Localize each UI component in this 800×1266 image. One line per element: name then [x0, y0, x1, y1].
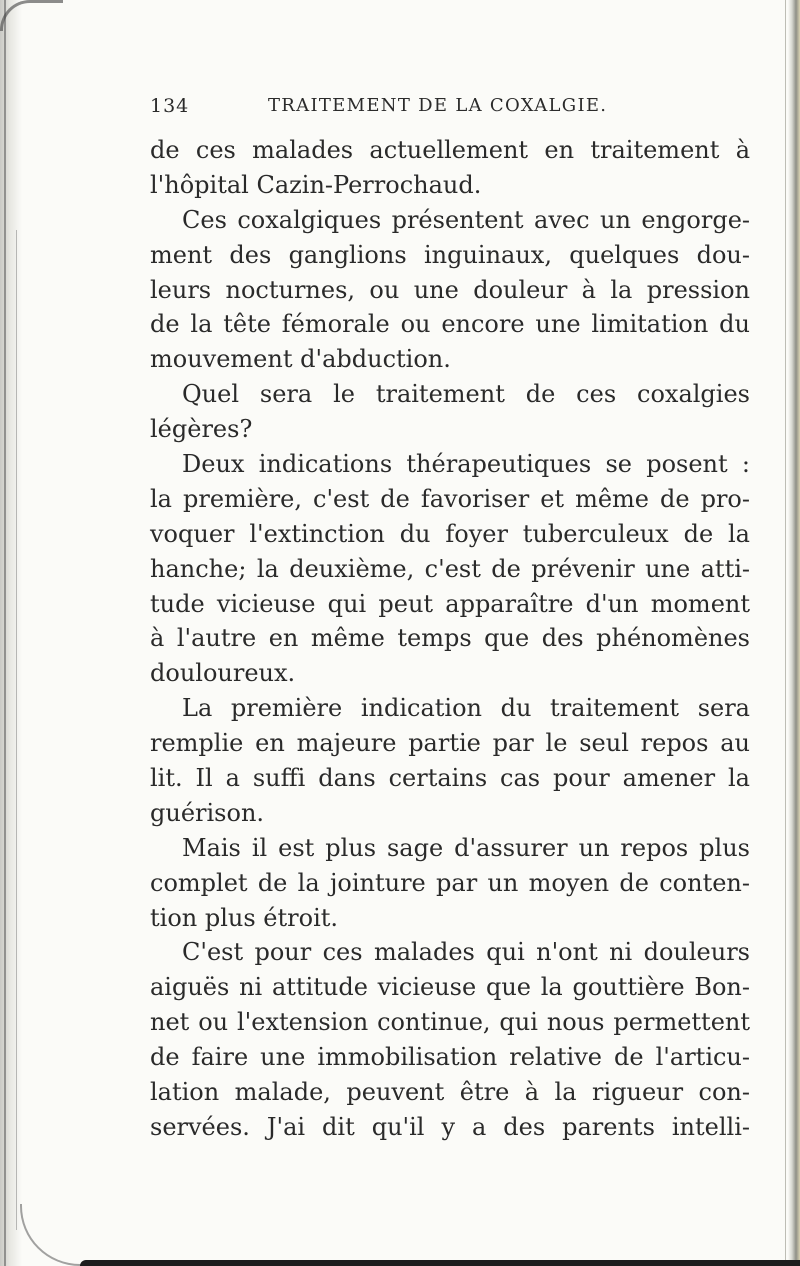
text-line: tude vicieuse qui peut apparaître d'un moment [150, 589, 750, 618]
bottom-page-curve [20, 1204, 112, 1266]
text-line: légères? [150, 415, 253, 444]
text-line: Mais il est plus sage d'assurer un repos plus [182, 833, 750, 862]
text-line: tion plus étroit. [150, 903, 339, 932]
text-line: ment des ganglions inguinaux, quelques dou- [150, 240, 750, 269]
text-line: remplie en majeure partie par le seul repos au [150, 729, 750, 758]
body-text [150, 133, 750, 1145]
text-line: Ces coxalgiques présentent avec un engorge- [182, 205, 750, 234]
text-line: lation malade, peuvent être à la rigueur con- [150, 1078, 750, 1107]
text-line: l'hôpital Cazin-Perrochaud. [150, 170, 482, 199]
text-line: à l'autre en même temps que des phénomènes [150, 624, 750, 653]
text-line: hanche; la deuxième, c'est de prévenir une atti- [150, 554, 750, 583]
binding-crease [16, 230, 17, 1230]
running-head: TRAITEMENT DE LA COXALGIE. [268, 95, 608, 116]
text-line: de la tête fémorale ou encore une limitation du [150, 310, 750, 339]
text-line: La première indication du traitement sera [182, 694, 750, 723]
binding-edge [4, 0, 6, 1266]
page-number: 134 [150, 95, 190, 117]
text-line: leurs nocturnes, ou une douleur à la pression [150, 275, 750, 304]
text-line: lit. Il a suffi dans certains cas pour amener la [150, 764, 750, 793]
adjacent-page-edge [788, 0, 800, 1266]
text-line: de faire une immobilisation relative de l'articu- [150, 1043, 750, 1072]
text-line: douloureux. [150, 659, 296, 688]
text-line: la première, c'est de favoriser et même de pro- [150, 484, 750, 513]
page-header [150, 95, 770, 119]
text-line: guérison. [150, 798, 265, 827]
text-line: net ou l'extension continue, qui nous permettent [150, 1008, 750, 1037]
text-line: aiguës ni attitude vicieuse que la gouttière Bon- [150, 973, 750, 1002]
bottom-page-edge [80, 1260, 800, 1266]
text-line: mouvement d'abduction. [150, 345, 451, 374]
text-line: complet de la jointure par un moyen de conten- [150, 868, 750, 897]
text-line: C'est pour ces malades qui n'ont ni douleurs [182, 938, 750, 967]
text-line: voquer l'extinction du foyer tuberculeux de la [150, 519, 750, 548]
text-line: Quel sera le traitement de ces coxalgies [182, 380, 750, 409]
text-line: de ces malades actuellement en traitement à [150, 136, 750, 164]
page-edge-line [785, 0, 786, 1266]
text-line: servées. J'ai dit qu'il y a des parents intelli- [150, 1112, 750, 1141]
text-line: Deux indications thérapeutiques se posent : [182, 450, 750, 479]
